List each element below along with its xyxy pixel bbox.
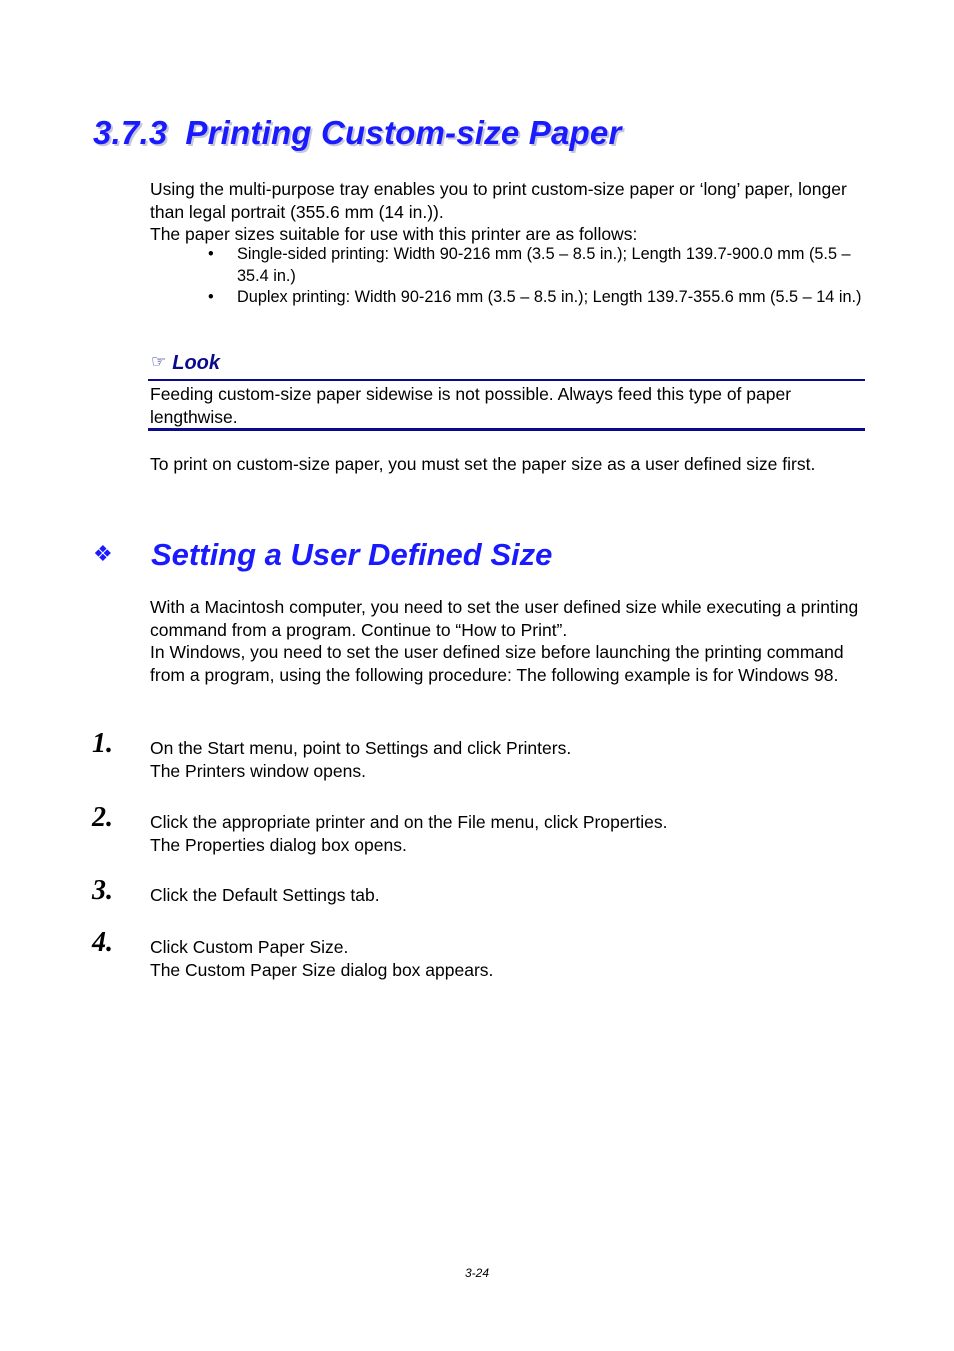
look-top-divider	[148, 379, 865, 381]
bullet-icon: •	[208, 245, 214, 263]
section-number: 3.7.3	[93, 114, 168, 151]
subsection-intro	[150, 596, 870, 686]
intro-line-2: The paper sizes suitable for use with this printer are as follows:	[150, 224, 638, 244]
section-title	[93, 114, 622, 152]
step-instruction: On the Start menu, point to Settings and click Printers.	[150, 738, 572, 758]
step-result: The Custom Paper Size dialog box appears.	[150, 959, 494, 980]
bullet-icon: •	[208, 288, 214, 306]
step-result: The Printers window opens.	[150, 760, 366, 781]
page-number: 3-24	[464, 1266, 490, 1280]
list-item-text: Single-sided printing: Width 90-216 mm (3.5 – 8.5 in.); Length 139.7-900.0 mm (5.5 – 35.4 in.)	[237, 245, 851, 285]
step-text	[150, 884, 870, 907]
look-heading-text: Look	[172, 352, 221, 374]
step-result: The Properties dialog box opens.	[150, 834, 407, 855]
subsection-heading	[93, 537, 552, 573]
intro-line-1: Using the multi-purpose tray enables you to print custom-size paper or ‘long’ paper, longer than legal portrait (355.6 mm (14 in.)).	[150, 179, 847, 222]
custom-size-paragraph: To print on custom-size paper, you must set the paper size as a user defined size first.	[150, 454, 816, 474]
step-number: 4.	[92, 927, 113, 958]
pointing-hand-icon: ☞	[151, 352, 167, 371]
look-bottom-divider	[148, 428, 865, 431]
windows-paragraph: In Windows, you need to set the user defined size before launching the printing command from a program, using the following procedure: The following example is for Windows 98.	[150, 642, 844, 685]
paper-size-list	[200, 244, 870, 309]
step-number: 1.	[92, 728, 113, 759]
intro-paragraph	[150, 178, 870, 246]
step-text	[150, 737, 870, 782]
subsection-title: Setting a User Defined Size	[151, 537, 553, 572]
step-text	[150, 811, 870, 856]
list-item	[200, 244, 870, 287]
look-note-text: Feeding custom-size paper sidewise is not possible. Always feed this type of paper lengthwise.	[150, 384, 792, 427]
look-heading	[151, 352, 220, 375]
macintosh-paragraph: With a Macintosh computer, you need to set the user defined size while executing a printing command from a program. Continue to “How to Print”.	[150, 597, 859, 640]
step-instruction: Click the Default Settings tab.	[150, 885, 380, 905]
list-item	[200, 287, 870, 309]
step-instruction: Click the appropriate printer and on the File menu, click Properties.	[150, 812, 668, 832]
list-item-text: Duplex printing: Width 90-216 mm (3.5 – 8.5 in.); Length 139.7-355.6 mm (5.5 – 14 in.)	[237, 288, 862, 306]
step-number: 3.	[92, 875, 113, 906]
four-diamond-icon: ❖	[93, 541, 113, 566]
step-text	[150, 936, 870, 981]
step-number: 2.	[92, 802, 113, 833]
step-instruction: Click Custom Paper Size.	[150, 937, 349, 957]
section-title-text: Printing Custom-size Paper	[185, 114, 622, 151]
